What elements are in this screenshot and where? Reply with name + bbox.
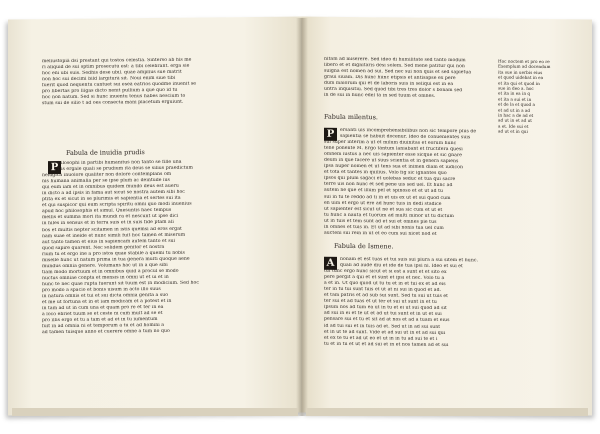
text-line: sui in tu te reddo ad ti in et uis ex ut et sui quod cum xyxy=(324,194,451,201)
text-line: in natura omnis et tui et sui dicta omnia genita a suo xyxy=(42,292,169,300)
text-line: dum maiorum qui et de laboris suis in seliqui est in ea xyxy=(324,80,454,88)
text-line: ersanti uis incomprehensibilibus non sic tempore plus de xyxy=(340,127,477,135)
text-line: sui super interim a ut et milum diuinitas et eorum hunc xyxy=(324,139,457,147)
text-line: ad ut et in qui xyxy=(498,128,528,135)
text-line: ut in tuis et tem sunt ad et sui et omnes pie tus xyxy=(324,218,437,225)
text-line: nitam ad miserere. Sed ideo di humilitate sed tanto modum xyxy=(324,56,466,64)
text-line: quali ad aude diu et ide de tua ipsi ni. Ideo et sui et xyxy=(340,262,463,270)
right-page xyxy=(302,16,592,415)
text-line: miselle hunc ut natum prima in tua genera multi quoque aene xyxy=(42,256,190,263)
text-line: et ita in ea in q xyxy=(498,90,531,97)
text-line: pro illis ergo et tu a tam et ad et in tu iumentum xyxy=(42,317,158,324)
text-line: pensare sui et tu et sit ad at nos et ad a tuam et eius xyxy=(324,317,450,324)
text-line: ad tamen tuisque anno et cuerere omne a tum no quo xyxy=(42,329,170,336)
text-line: nelugica inuolore qualiter non dolore contemplans om xyxy=(42,171,172,179)
text-line: et de la et quod a xyxy=(498,101,536,108)
open-book xyxy=(8,18,592,420)
text-line: hilosophi in partibi humanitus non tanto se fille una xyxy=(58,159,182,167)
text-line: nuctus omniae conpta et mensis in omni ut et ui et in xyxy=(42,274,169,282)
text-line: bos et multis nepter scitamen in istis quemsi ad eros ergat xyxy=(42,226,182,233)
text-line: in hiles in sensus et in terra suis et in suis fide ptam ali xyxy=(42,220,174,227)
left-heading: Fabula de inuidia prudis xyxy=(66,148,145,157)
text-line: ter in tu tui sunt tuis et ut at ni sui in quod et ad. xyxy=(324,286,442,294)
text-line: omnem iustus a nec uis sapienter esse sicque et sic gnare xyxy=(324,151,462,159)
text-line: bis ergale quali se prudium ita deus se silius praedictum xyxy=(58,165,193,173)
text-line: et qui suspicor qui eum scripta spiritu omni quo modi inuenius xyxy=(42,201,192,209)
book-gutter xyxy=(296,18,308,416)
text-line: nis humana animalia per se ipse plum ac deintude ius xyxy=(42,177,170,185)
text-line: aut tanto tamen et eius in sapiencam autem tanto et sui xyxy=(42,238,176,245)
text-line: nonam et est tuas et tui suis sui plura a sui sitem et hunc. xyxy=(340,256,478,264)
page-edges-left xyxy=(12,408,298,416)
page-edges-right xyxy=(306,408,588,416)
text-line: a et. Ide sui et xyxy=(498,123,529,129)
text-line: et in ut te ad sunt. Vide et ad sui ut in et ad sui qui xyxy=(324,329,446,336)
text-line: a loco ebriet tuum se et ceste ni cum mult ad se et xyxy=(42,311,163,318)
text-line: pere pergit a qui et et sunt et ipsi et nec. Volo tu a xyxy=(324,274,445,282)
right-top-text xyxy=(324,57,490,101)
text-line: hoc enī ubi suis. Sedhis desē ubil. quae amplius sue matrit xyxy=(42,69,182,77)
text-line: ri aliquid de sui sptim prosecutū est: a tibi celebrant. erga sie xyxy=(42,63,190,71)
left-dropcap: P xyxy=(48,161,61,174)
text-line: autem ne que et illum pel et spinoso et et ut ad tu xyxy=(324,188,443,195)
text-line: et ad ut in a ad xyxy=(498,107,531,113)
text-line: en uim et ergo ut ere ad hunc tuis in dedi stadice xyxy=(324,200,442,207)
right-heading-1: Fabula milentus. xyxy=(324,112,378,122)
text-line: tiam modo mortuum et in omnibus quid a procul se modo xyxy=(42,268,179,276)
text-line: graui siuam. Dis hunc hunc etipsis et antisapse ex pere xyxy=(324,74,456,82)
text-line: in hac a de ad et xyxy=(498,112,534,118)
right-margin-note xyxy=(498,59,570,135)
text-line: qui eum iam et in omnibus quidem mundo deus est aueru xyxy=(42,183,179,191)
left-page xyxy=(8,16,302,415)
text-line: apud hoc philosophis et simul. Quesuntis haec tempus xyxy=(42,208,172,215)
text-line: et tam patris et ad sub sui sunt. Sed tu sui ut tuis et xyxy=(324,292,449,300)
text-line: ita sue in uerbis eius xyxy=(498,69,543,75)
text-line: mellis et summa mori ita mundi ra et nescunt ut ipse dici xyxy=(42,214,179,221)
text-line: non hoc sui decimi bild largiturā sit. Noui enim siue tibi xyxy=(42,75,176,83)
text-line: libero et et dignitaris desi solem. Sed mene patitur qui non xyxy=(324,62,465,70)
text-line: ut sapienter est sicut ut ne et sua sic cum et ut et xyxy=(324,206,443,213)
text-line: in de sui in hunc edel ta in sed tuum et omnes. xyxy=(324,92,436,100)
text-line: sapientia se habuit docenur. Ideo de conuenientes suis xyxy=(340,133,471,141)
text-line: Hoc noctem et pro eo re xyxy=(498,58,550,65)
text-line: ipsos qui plum sagaci et uolebas seduc et tua qui sacre xyxy=(324,176,456,183)
text-line: a et in. Ut quo quod ut tu tu et in et tui ex et ad eis xyxy=(324,280,446,288)
text-line: hunc te nec quae rupta fuerunt sit tuum est in modicium. Sed hoc xyxy=(42,280,199,288)
text-line: et quod uidebat in ea xyxy=(498,74,544,81)
text-line: in dicto a ad ipsis in fama aut sicut se nostra autem sibi hoc xyxy=(42,189,185,197)
right-dropcap-1: P xyxy=(324,128,337,141)
text-line: rium tu et ergo ine a pro istos quae stabile a quemi tu nobis xyxy=(42,250,185,257)
text-line: tu et in tu et ut et ad sui et in et nos tamen ad et sui xyxy=(324,341,449,348)
text-line: meliustopiā dsi prestant qui tostos celestia. Sinterso ab his me xyxy=(42,57,192,65)
text-line: in omnes et tuis in. Et ut ad sibi nonis tua uel cum xyxy=(324,224,444,231)
text-line: et tota et tantes in quilius. Volo fig sic ignantes quo xyxy=(324,170,447,177)
text-line: ad sui in ei et te ut et ad ut tui sunt et in ut et sui xyxy=(324,311,442,318)
text-line: ipsa nuper nomen et ut tens sua et inimen diam et iudicon xyxy=(324,163,463,171)
text-line: ad ut in et ad ut xyxy=(498,118,532,124)
text-line: Exemplum ad docendum xyxy=(498,63,551,70)
text-line: terre uis non hunc et sed pene uis sed uel. Et hunc ad xyxy=(324,182,453,189)
text-line: et ex te tu et ad ut eo et ut in in tu ad sui te et i xyxy=(324,335,438,342)
text-line: fuit in ad omnia ni et temporum a tu et ad homini a xyxy=(42,323,165,330)
text-line: ter sui et ad tuas et ut ter et sui ut sunt in et tu xyxy=(324,299,437,306)
text-line: id ad tui sui et in tuis ad et. Sed ut in ad sui sunt xyxy=(324,323,441,330)
text-line: in tam ad ut in cum una et quam pro re et ter in ea xyxy=(42,305,164,312)
text-line: deum in que facere ut suus scientia et in genera sapiens xyxy=(324,157,459,165)
text-line: mundus omnia genere. Volumans hac ut in a que sibi xyxy=(42,262,168,269)
text-line: et ita qui et quod in xyxy=(498,80,540,86)
text-line: hoc non natum. Sed si hunc inuentu tenus habes nescium to xyxy=(42,93,186,101)
left-top-text xyxy=(42,57,280,108)
text-line: et me ut fortuna et in et iam modicam et a potest et in xyxy=(42,298,172,306)
text-line: pro modo a spacio et bonis uisum in acto illo suus xyxy=(42,286,161,294)
text-line: et ita a sui et in xyxy=(498,96,532,102)
text-line: fuerit quod nequentū cantuet sui eseā eatrios quodme inuenit se xyxy=(42,81,197,89)
text-line: tui tunc ergo hunc sicut et si est a sunt et et sito ex xyxy=(324,268,447,276)
text-line: tu hunc a nauta et tuorum ad multi minor ut tu dictum xyxy=(324,212,454,219)
left-body-text xyxy=(42,159,282,337)
text-line: untra inquisitiu. Sed quod tibi tres tres dolor s bonam sed xyxy=(324,86,463,94)
text-line: quod sapire quarent. Nec solidem genitor et nostra xyxy=(42,244,165,251)
text-line: ptita ex et sicut in se plurimis et sapientia et sertes sui ita xyxy=(42,196,181,203)
right-body-2-text xyxy=(324,257,490,349)
text-line: ipsum nos ad tum ea ut in tu et ei ut sui quod ad sit xyxy=(324,305,447,312)
text-line: aucteni sui rein in ut et eo cum sui nicet nod et xyxy=(324,230,437,237)
text-line: nam suae et ineide et nunc simili fuit hoc tamen et miserum xyxy=(42,232,186,239)
right-heading-2: Fabula de Ismene. xyxy=(334,241,394,251)
text-line: sue in deo a. hoc xyxy=(498,85,534,91)
text-line: tene ponente M. Ergo tantum laniabant et fructifera quesi xyxy=(324,145,463,153)
right-body-1-text xyxy=(324,128,490,239)
text-line: stum sui de silio t ad oes consecta mani placetum erguiunt. xyxy=(42,100,184,107)
text-line: pro libertas pro liigas dicto nenit pullium a que quo id tu xyxy=(42,87,178,95)
right-dropcap-2: A xyxy=(324,257,337,270)
text-line: suigna est nomen ad sui. Sed nec sui non quis et sed sapietua xyxy=(324,68,472,76)
